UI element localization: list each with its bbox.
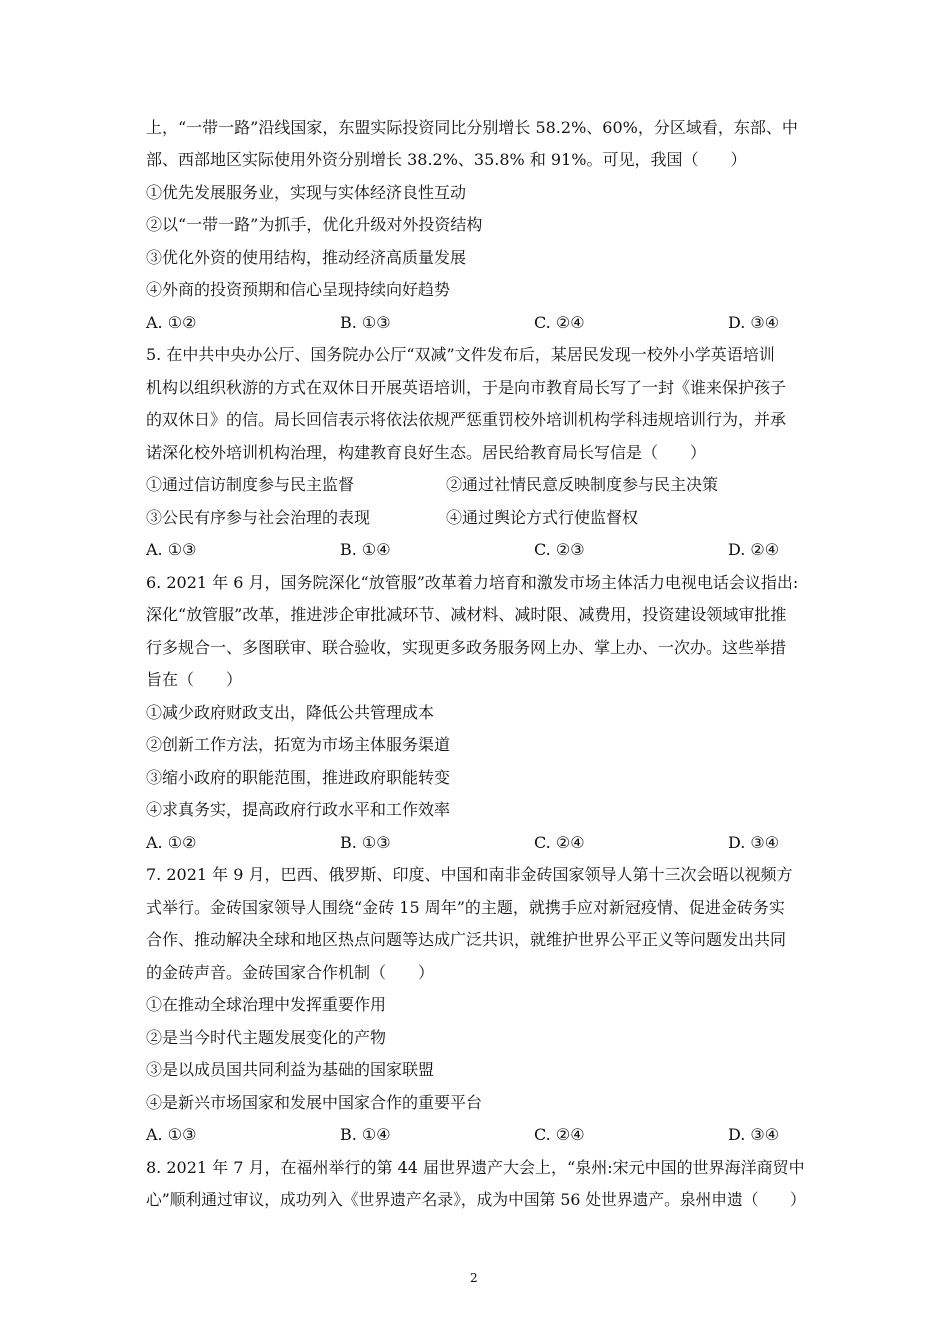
q6-option-b: B. ①③ [340,833,391,852]
q7-item-3: ③是以成员国共同利益为基础的国家联盟 [146,1060,435,1079]
q5-option-a: A. ①③ [146,540,197,559]
q5-options [146,540,806,560]
q4-item-1: ①优先发展服务业，实现与实体经济良性互动 [146,183,467,202]
q7-options [146,1125,806,1145]
q7-option-b: B. ①④ [340,1125,391,1144]
q6-item-3: ③缩小政府的职能范围，推进政府职能转变 [146,768,451,787]
q7-option-c: C. ②④ [534,1125,585,1144]
q4-option-a: A. ①② [146,313,197,332]
q4-option-d: D. ③④ [728,313,780,332]
q5-option-d: D. ②④ [728,540,780,559]
q5-option-c: C. ②③ [534,540,585,559]
q6-line-3: 行多规合一、多图联审、联合验收，实现更多政务服务网上办、掌上办、一次办。这些举措 [146,638,787,657]
q4-line-1: 上，“一带一路”沿线国家，东盟实际投资同比分别增长 58.2%、60%，分区域看，东部、中 [146,118,798,137]
q5-option-b: B. ①④ [340,540,391,559]
q5-item-2: ②通过社情民意反映制度参与民主决策 [446,475,719,494]
q6-options [146,833,806,853]
q7-item-1: ①在推动全球治理中发挥重要作用 [146,995,387,1014]
q5-item-3: ③公民有序参与社会治理的表现 [146,508,371,527]
q7-line-3: 合作、推动解决全球和地区热点问题等达成广泛共识，就维护世界公平正义等问题发出共同 [146,930,787,949]
q5-line-4: 诺深化校外培训机构治理，构建教育良好生态。居民给教育局长写信是（ ） [146,443,707,462]
q5-item-4: ④通过舆论方式行使监督权 [446,508,639,527]
q4-line-2: 部、西部地区实际使用外资分别增长 38.2%、35.8% 和 91%。可见，我国（ ） [146,150,747,169]
q6-item-1: ①减少政府财政支出，降低公共管理成本 [146,703,435,722]
q7-item-4: ④是新兴市场国家和发展中国家合作的重要平台 [146,1093,483,1112]
q6-item-4: ④求真务实，提高政府行政水平和工作效率 [146,800,451,819]
q7-line-1: 7. 2021 年 9 月，巴西、俄罗斯、印度、中国和南非金砖国家领导人第十三次会晤以视频方 [146,865,793,884]
q6-line-1: 6. 2021 年 6 月，国务院深化“放管服”改革着力培育和激发市场主体活力电视电话会议指出: [146,573,799,592]
q6-item-2: ②创新工作方法，拓宽为市场主体服务渠道 [146,735,451,754]
q5-line-3: 的双休日》的信。局长回信表示将依法依规严惩重罚校外培训机构学科违规培训行为，并承 [146,410,787,429]
q4-item-4: ④外商的投资预期和信心呈现持续向好趋势 [146,280,451,299]
q7-line-4: 的金砖声音。金砖国家合作机制（ ） [146,963,435,982]
q8-line-1: 8. 2021 年 7 月，在福州举行的第 44 届世界遗产大会上，“泉州:宋元中国的世界海洋商贸中 [146,1158,805,1177]
page-number: 2 [470,1271,478,1285]
q5-line-2: 机构以组织秋游的方式在双休日开展英语培训，于是向市教育局长写了一封《谁来保护孩子 [146,378,787,397]
q4-options [146,313,806,333]
q6-option-d: D. ③④ [728,833,780,852]
q5-item-1: ①通过信访制度参与民主监督 [146,475,355,494]
q7-option-a: A. ①③ [146,1125,197,1144]
q8-line-2: 心”顺利通过审议，成功列入《世界遗产名录》，成为中国第 56 处世界遗产。泉州申遗（ ） [146,1190,806,1209]
q5-line-1: 5. 在中共中央办公厅、国务院办公厅“双减”文件发布后，某居民发现一校外小学英语培训 [146,345,775,364]
q6-option-c: C. ②④ [534,833,585,852]
q7-option-d: D. ③④ [728,1125,780,1144]
q6-line-4: 旨在（ ） [146,670,243,689]
q4-item-2: ②以“一带一路”为抓手，优化升级对外投资结构 [146,215,483,234]
q7-item-2: ②是当今时代主题发展变化的产物 [146,1028,387,1047]
q4-option-c: C. ②④ [534,313,585,332]
q4-item-3: ③优化外资的使用结构，推动经济高质量发展 [146,248,467,267]
q7-line-2: 式举行。金砖国家领导人围绕“金砖 15 周年”的主题，就携手应对新冠疫情、促进金砖务实 [146,898,785,917]
q6-option-a: A. ①② [146,833,197,852]
q4-option-b: B. ①③ [340,313,391,332]
q6-line-2: 深化“放管服”改革，推进涉企审批减环节、减材料、减时限、减费用，投资建设领域审批推 [146,605,787,624]
